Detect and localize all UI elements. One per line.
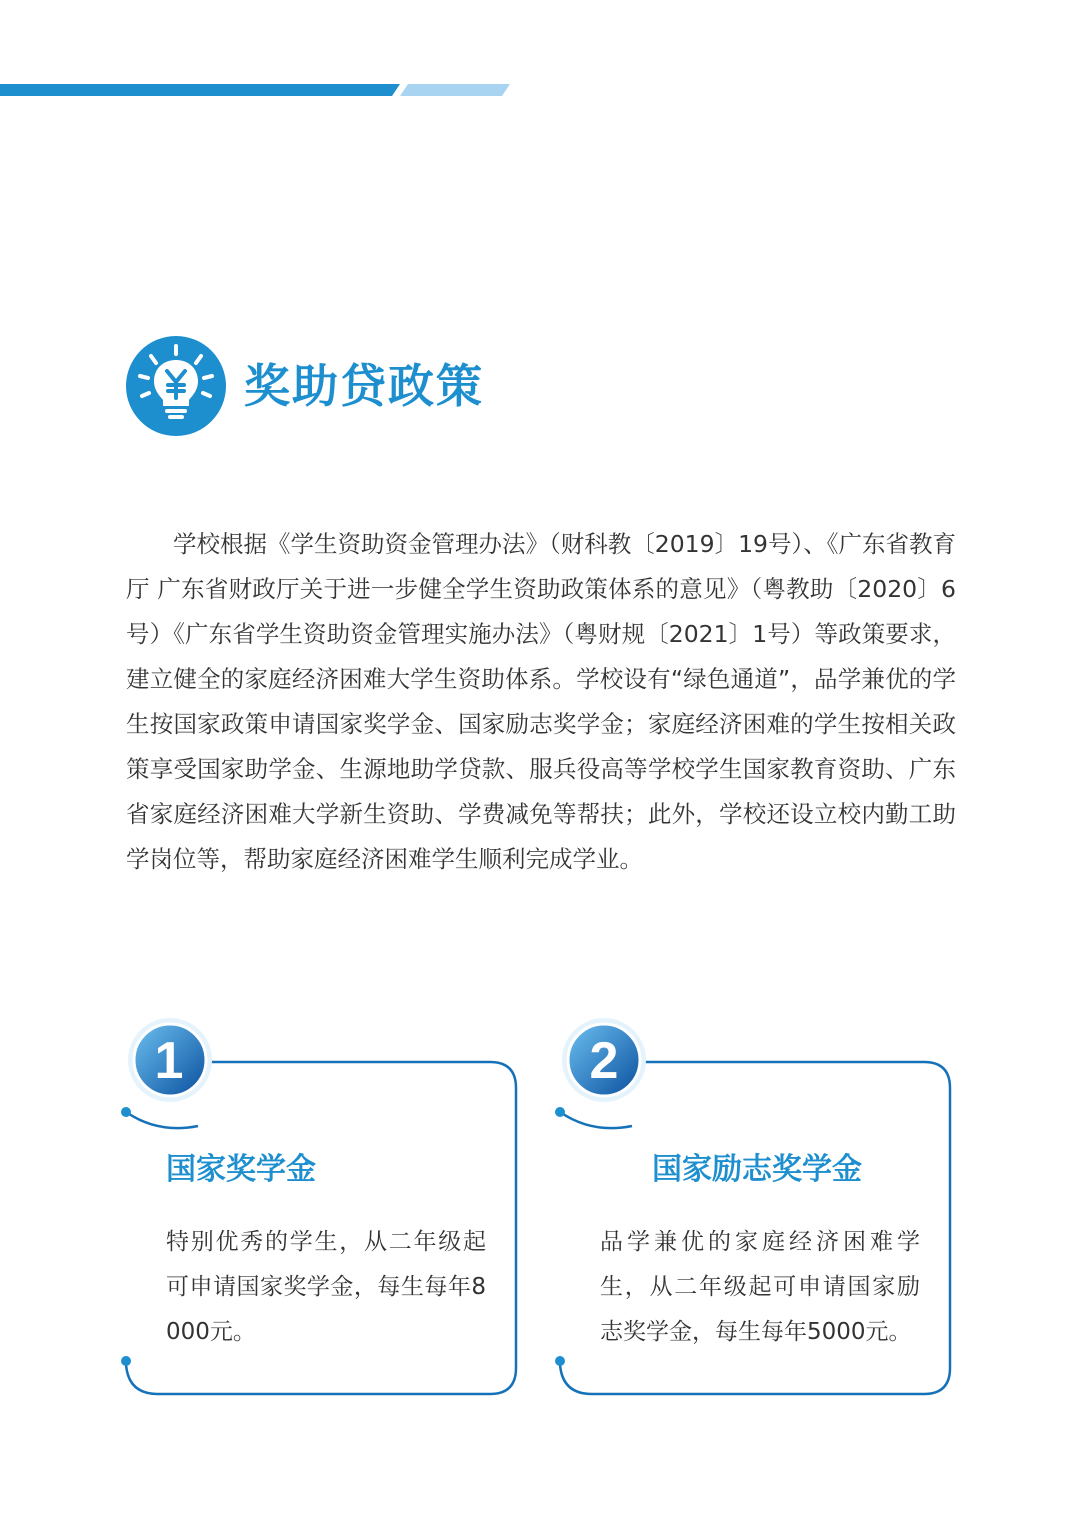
section-title: 奖助贷政策	[244, 359, 484, 413]
intro-paragraph: 学校根据《学生资助资金管理办法》（财科教〔2019〕19号）、《广东省教育厅 广东省财政厅关于进一步健全学生资助政策体系的意见》（粤教助〔2020〕6号）《广东省学生资助资金管理实施办法》（粤财规〔2021〕1号）等政策要求，建立健全的家庭经济困难大学生资助体系。学校设有“绿色通道”，品学兼优的学生按国家政策申请国家奖学金、国家励志奖学金；家庭经济困难的学生按相关政策享受国家助学金、生源地助学贷款、服兵役高等学校学生国家教育资助、广东省家庭经济困难大学新生资助、学费减免等帮扶；此外，学校还设立校内勤工助学岗位等，帮助家庭经济困难学生顺利完成学业。	[126, 530, 956, 873]
card-body: 特别优秀的学生，从二年级起可申请国家奖学金，每生每年8000元。	[166, 1229, 486, 1345]
top-decorative-bar	[0, 0, 1080, 120]
card-title: 国家奖学金	[166, 1152, 316, 1187]
card-number: 2	[589, 1032, 619, 1090]
card-number: 1	[154, 1032, 184, 1090]
lightbulb-yuan-icon	[126, 336, 226, 436]
section-header	[126, 336, 626, 436]
card-national-encouragement-scholarship	[552, 1018, 952, 1400]
card-title: 国家励志奖学金	[652, 1152, 862, 1187]
card-body: 品学兼优的家庭经济困难学生，从二年级起可申请国家励志奖学金，每生每年5000元。	[600, 1229, 920, 1345]
card-national-scholarship	[118, 1018, 518, 1400]
